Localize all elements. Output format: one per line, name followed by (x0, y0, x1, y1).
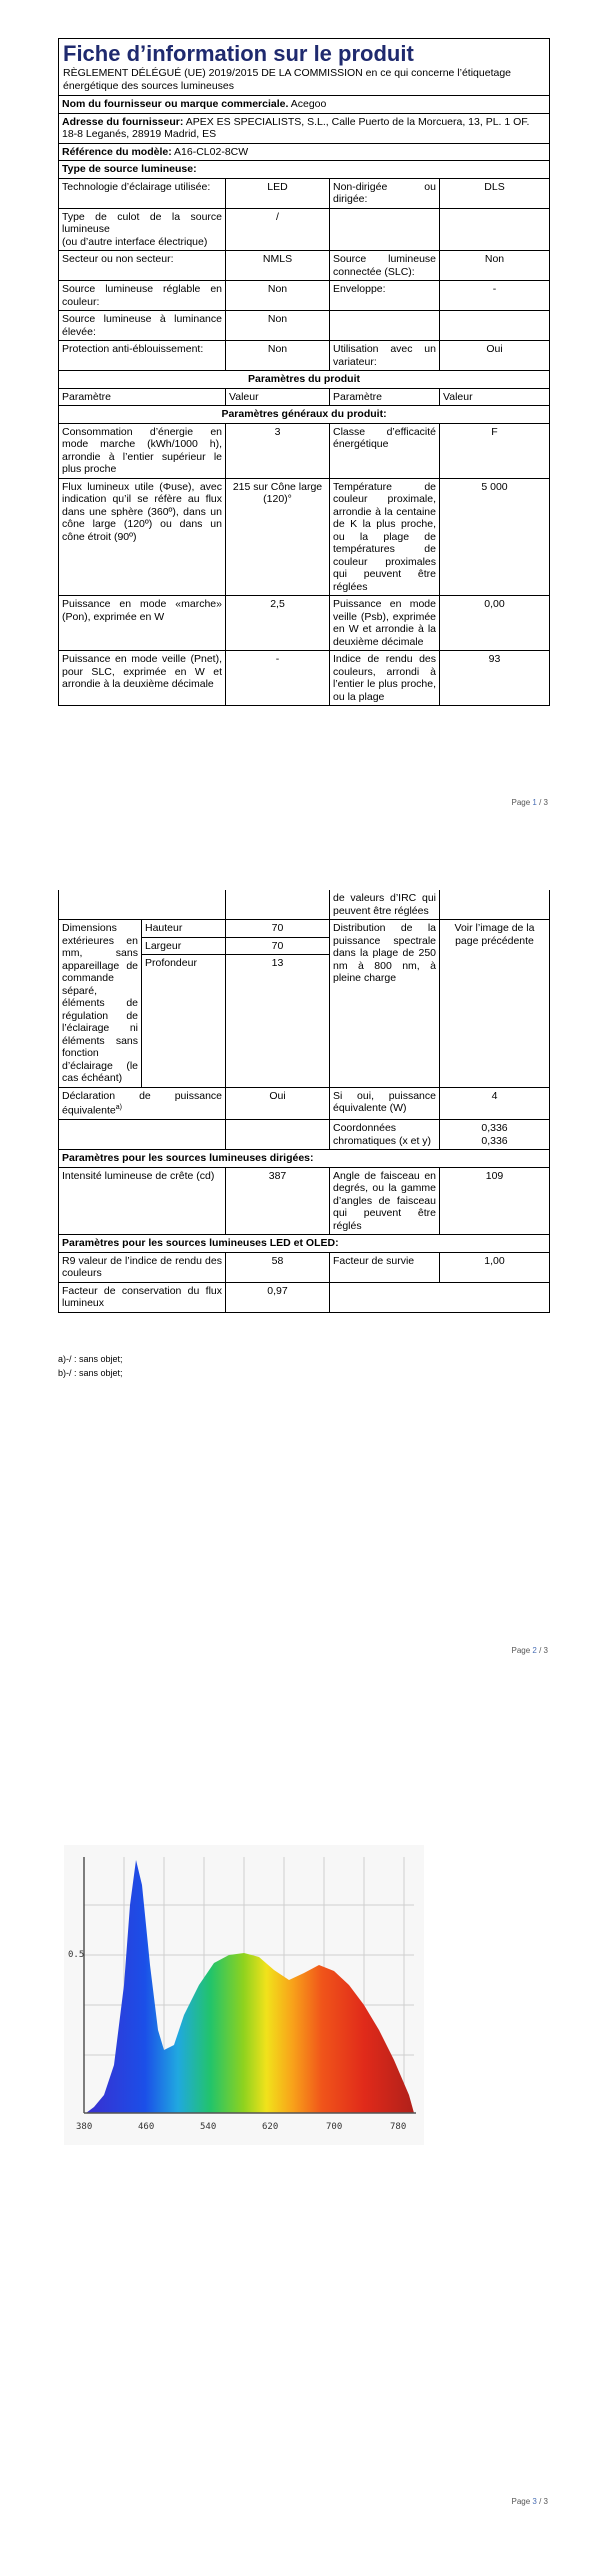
cap-type-label-note: (ou d’autre interface électrique) (62, 235, 208, 248)
survival-label: Facteur de survie (329, 1253, 439, 1282)
beam-angle-value: 109 (439, 1168, 549, 1235)
chromaticity-x: 0,336 (481, 1122, 508, 1134)
lumen-maintenance-label: Facteur de conservation du flux lumineux (62, 1284, 222, 1309)
x-tick-label: 380 (76, 2122, 93, 2132)
y-tick-label: 0.5 (68, 1950, 85, 1960)
page-number-total: / 3 (539, 798, 548, 807)
mains-label: Secteur ou non secteur: (62, 253, 174, 265)
page-number-1 (511, 798, 548, 807)
connected-value: Non (439, 251, 549, 280)
footnotes (58, 1352, 123, 1380)
page-number-total: / 3 (539, 2497, 548, 2506)
cap-type-label-text: Type de culot de la source lumineuse (62, 210, 222, 235)
spd-value: Voir l’image de la page précédente (439, 920, 549, 1087)
technology-label: Technologie d’éclairage utilisée: (62, 180, 211, 193)
directional-label: Non-dirigée ou dirigée: (329, 179, 439, 208)
cri-label-continued: de valeurs d’IRC qui peuvent être réglées (329, 890, 439, 919)
model-label: Référence du modèle: (62, 145, 172, 158)
width-label: Largeur (142, 938, 225, 956)
flux-value: 215 sur Cône large (120)° (225, 479, 329, 596)
technology-value: LED (225, 179, 329, 208)
directional-params-heading: Paramètres pour les sources lumineuses dirigées: (62, 1152, 314, 1164)
cap-type-label (59, 209, 225, 251)
depth-value: 13 (271, 957, 284, 969)
high-luminance-value: Non (225, 311, 329, 340)
equivalent-power-label: Si oui, puissance équivalente (W) (329, 1088, 439, 1120)
page-number-prefix: Page (511, 2497, 531, 2506)
address-value: APEX ES SPECIALISTS, S.L., Calle Puerto de la Morcuera, 13, PL. 1 OF. 18-8 Leganés, 28919 Madrid, ES (62, 115, 530, 140)
page-title: Fiche d’information sur le produit (63, 41, 414, 66)
chromaticity-y: 0,336 (481, 1134, 508, 1147)
x-tick-label: 780 (390, 2122, 407, 2132)
col-header-param: Paramètre (62, 390, 112, 403)
height-label: Hauteur (142, 920, 225, 938)
spectrum-curve (86, 1860, 414, 2113)
anti-glare-value: Non (225, 341, 329, 370)
envelope-value: - (439, 281, 549, 310)
chromaticity-values (439, 1120, 549, 1149)
x-tick-label: 460 (138, 2122, 155, 2132)
r9-value: 58 (225, 1253, 329, 1282)
page-number-prefix: Page (511, 798, 531, 807)
footnote-mark-a: a) (115, 1104, 122, 1111)
x-tick-label: 700 (326, 2122, 343, 2132)
col-header-value-2: Valeur (439, 389, 549, 406)
on-power-label: Puissance en mode «marche» (Pon), exprimée en W (62, 598, 222, 623)
connected-label: Source lumineuse connectée (SLC): (329, 251, 439, 280)
supplier-value: Acegoo (290, 98, 327, 110)
dimensions-values (225, 920, 329, 1087)
regulation-text: RÈGLEMENT DÉLÉGUÉ (UE) 2019/2015 DE LA COMMISSION en ce qui concerne l’étiquetage énergétique des sources lumineuses (63, 67, 512, 92)
equivalent-power-declaration-text: Déclaration de puissance équivalente (62, 1089, 222, 1117)
mains-value: NMLS (225, 251, 329, 280)
net-standby-label: Puissance en mode veille (Pnet), pour SLC, exprimée en W et arrondie à la deuxième décimale (62, 653, 222, 690)
high-luminance-label: Source lumineuse à luminance élevée: (62, 313, 222, 338)
lumen-maintenance-value: 0,97 (225, 1283, 329, 1312)
source-type-heading: Type de source lumineuse: (62, 163, 197, 175)
spectrum-svg (64, 1845, 424, 2145)
colour-tunable-label: Source lumineuse réglable en couleur: (62, 283, 222, 308)
cri-value: 93 (439, 651, 549, 705)
product-params-heading: Paramètres du produit (247, 373, 361, 385)
equivalent-power-value: 4 (439, 1088, 549, 1120)
equivalent-power-declaration-label (59, 1088, 225, 1120)
col-header-param-2: Paramètre (329, 389, 439, 406)
on-power-value: 2,5 (225, 596, 329, 650)
cct-label: Température de couleur proximale, arrondie à la centaine de K la plus proche, ou la plage de températures de couleur proximales qui peuvent être réglées (329, 479, 439, 596)
r9-label: R9 valeur de l’indice de rendu des couleurs (62, 1254, 222, 1279)
survival-value: 1,00 (439, 1253, 549, 1282)
peak-intensity-value: 387 (225, 1168, 329, 1235)
directional-value: DLS (439, 179, 549, 208)
equivalent-power-declaration-value: Oui (225, 1088, 329, 1120)
general-params-heading: Paramètres généraux du produit: (221, 408, 387, 420)
depth-label: Profondeur (145, 957, 197, 969)
supplier-label: Nom du fournisseur ou marque commerciale. (62, 98, 289, 110)
address-label: Adresse du fournisseur: (62, 115, 184, 128)
col-header-value: Valeur (225, 389, 329, 406)
product-sheet-page-2 (58, 890, 550, 1313)
dimmable-label: Utilisation avec un variateur: (329, 341, 439, 370)
colour-tunable-value: Non (225, 281, 329, 310)
standby-value: 0,00 (439, 596, 549, 650)
efficiency-class-value: F (439, 424, 549, 478)
page-number-total: / 3 (539, 1646, 548, 1655)
page-number-prefix: Page (511, 1646, 531, 1655)
x-tick-label: 620 (262, 2122, 279, 2132)
product-sheet-page-1 (58, 38, 550, 706)
dimmable-value: Oui (439, 341, 549, 370)
efficiency-class-label: Classe d’efficacité énergétique (329, 424, 439, 478)
dimensions-label: Dimensions extérieures en mm, sans appareillage de commande séparé, éléments de régulation de l’éclairage ni éléments sans fonction d’éclairage (le cas échéant) (62, 922, 138, 1084)
cri-label: Indice de rendu des couleurs, arrondi à l’entier le plus proche, ou la plage (329, 651, 439, 705)
width-value: 70 (226, 938, 329, 956)
x-tick-label: 540 (200, 2122, 217, 2132)
envelope-label: Enveloppe: (329, 281, 439, 310)
energy-value: 3 (225, 424, 329, 478)
footnote-b: b)-/ : sans objet; (58, 1368, 123, 1378)
beam-angle-label: Angle de faisceau en degrés, ou la gamme d’angles de faisceau qui peuvent être réglés (329, 1168, 439, 1235)
spectral-distribution-image (64, 1845, 424, 2145)
page-number-3 (511, 2497, 548, 2506)
chromaticity-label: Coordonnées chromatiques (x et y) (329, 1120, 439, 1149)
dimensions-names (141, 920, 225, 1087)
led-params-heading: Paramètres pour les sources lumineuses LED et OLED: (62, 1237, 339, 1249)
flux-label: Flux lumineux utile (Φuse), avec indication qu’il se réfère au flux dans une sphère (360º), dans un cône large (120º) ou dans un cône étroit (90º) (62, 480, 222, 543)
model-value: A16-CL02-8CW (174, 145, 249, 158)
cct-value: 5 000 (439, 479, 549, 596)
page-number-current: 2 (532, 1646, 537, 1655)
spd-label: Distribution de la puissance spectrale dans la plage de 250 nm à 800 nm, à pleine charge (329, 920, 439, 1087)
footnote-a: a)-/ : sans objet; (58, 1354, 123, 1364)
cap-type-value: / (225, 209, 329, 251)
page-number-current: 1 (532, 798, 537, 807)
page-number-2 (511, 1646, 548, 1655)
peak-intensity-label: Intensité lumineuse de crête (cd) (62, 1169, 215, 1182)
energy-label: Consommation d’énergie en mode marche (kWh/1000 h), arrondie à l’entier supérieur le plus proche (62, 425, 222, 475)
height-value: 70 (226, 920, 329, 938)
anti-glare-label: Protection anti-éblouissement: (62, 343, 204, 355)
page-number-current: 3 (532, 2497, 537, 2506)
standby-label: Puissance en mode veille (Psb), exprimée en W et arrondie à la deuxième décimale (329, 596, 439, 650)
net-standby-value: - (225, 651, 329, 705)
